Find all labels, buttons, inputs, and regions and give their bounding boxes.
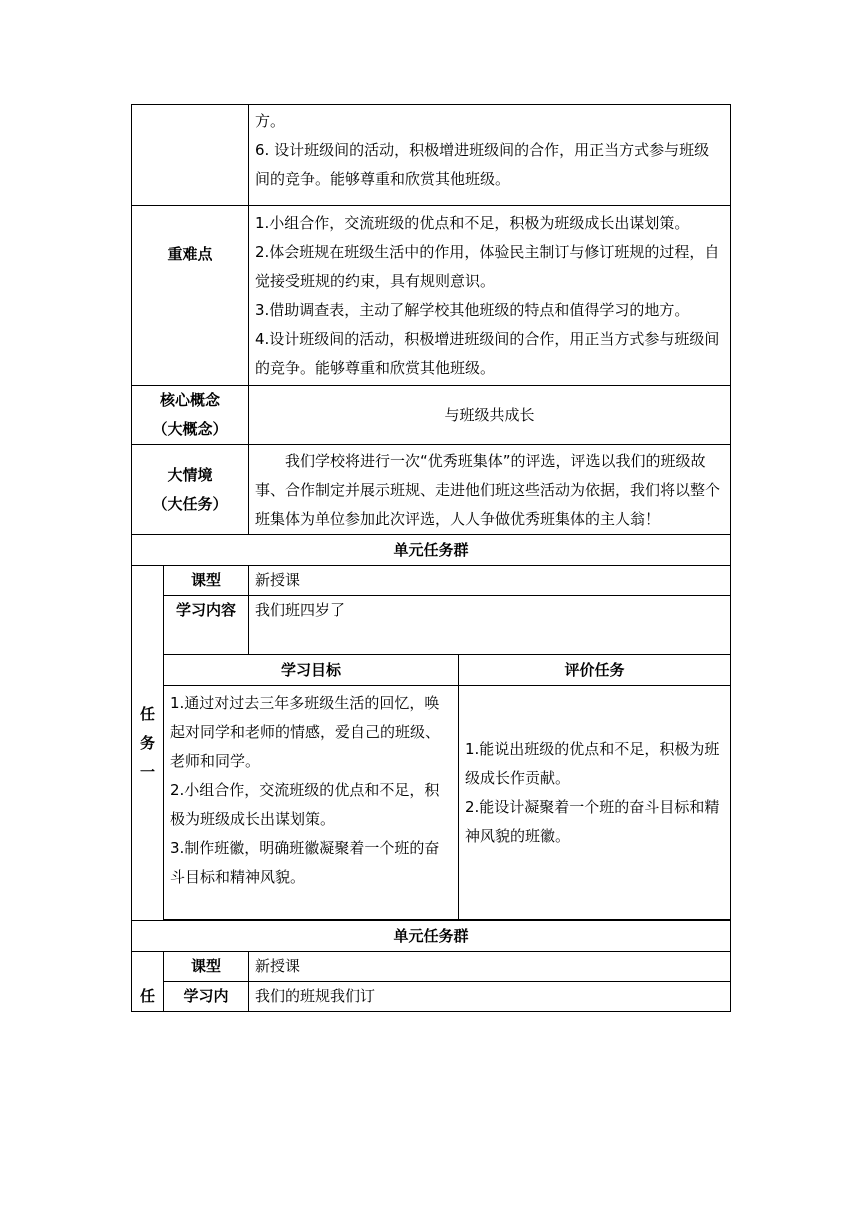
core-concept-value: 与班级共成长	[249, 386, 731, 445]
goals-eval-header-row	[132, 655, 731, 686]
task-group-title: 单元任务群	[132, 921, 731, 952]
lesson-type-row	[132, 566, 731, 596]
situation-row	[132, 445, 731, 535]
difficulty-item: 3.借助调查表，主动了解学校其他班级的特点和值得学习的地方。	[255, 301, 690, 319]
situation-label: 大情境 （大任务）	[132, 445, 249, 535]
unit-plan-table	[131, 104, 731, 1012]
difficulties-cell	[249, 206, 731, 386]
goals-continuation-row	[132, 105, 731, 206]
content-row	[132, 982, 731, 1012]
task-group-title: 单元任务群	[132, 535, 731, 566]
content-label: 学习内	[164, 982, 249, 1012]
lesson-type-label: 课型	[164, 952, 249, 982]
goals-cell	[164, 686, 459, 920]
difficulties-label: 重难点	[132, 206, 249, 386]
goals-continuation-cell	[249, 105, 731, 206]
eval-header: 评价任务	[459, 655, 731, 686]
task-group-header-row	[132, 921, 731, 952]
task-label-cell: 任	[132, 952, 164, 1012]
content-row	[132, 596, 731, 655]
document-page	[131, 104, 730, 1012]
eval-item: 2.能设计凝聚着一个班的奋斗目标和精神风貌的班徽。	[465, 797, 720, 845]
eval-cell	[459, 686, 731, 920]
difficulties-row	[132, 206, 731, 386]
eval-item: 1.能说出班级的优点和不足，积极为班级成长作贡献。	[465, 739, 720, 787]
goal-item: 2.小组合作，交流班级的优点和不足，积极为班级成长出谋划策。	[170, 781, 440, 828]
lesson-type-label: 课型	[164, 566, 249, 596]
difficulty-item: 2.体会班规在班级生活中的作用，体验民主制订与修订班规的过程，自觉接受班规的约束，具有规则意识。	[255, 243, 720, 290]
goals-eval-row	[132, 686, 731, 920]
difficulty-item: 1.小组合作，交流班级的优点和不足，积极为班级成长出谋划策。	[255, 214, 690, 232]
content-value: 我们班四岁了	[249, 596, 731, 655]
lesson-type-row	[132, 952, 731, 982]
empty-label-cell	[132, 105, 249, 206]
lesson-type-value: 新授课	[249, 952, 731, 982]
task-label-cell: 任务一	[132, 566, 164, 921]
goal-item: 3.制作班徽，明确班徽凝聚着一个班的奋斗目标和精神风貌。	[170, 839, 440, 886]
content-value: 我们的班规我们订	[249, 982, 731, 1012]
continuation-line: 方。	[255, 112, 286, 130]
lesson-type-value: 新授课	[249, 566, 731, 596]
core-concept-label: 核心概念 （大概念）	[132, 386, 249, 445]
task-group-header-row	[132, 535, 731, 566]
goal-item: 1.通过对过去三年多班级生活的回忆，唤起对同学和老师的情感，爱自己的班级、老师和同学。	[170, 694, 441, 770]
situation-text: 我们学校将进行一次“优秀班集体”的评选，评选以我们的班级故事、合作制定并展示班规、走进他们班这些活动为依据，我们将以整个班集体为单位参加此次评选，人人争做优秀班集体的主人翁！	[255, 452, 721, 528]
continuation-line: 6. 设计班级间的活动，积极增进班级间的合作，用正当方式参与班级间的竞争。能够尊重和欣赏其他班级。	[255, 141, 710, 188]
core-concept-row	[132, 386, 731, 445]
difficulty-item: 4.设计班级间的活动，积极增进班级间的合作，用正当方式参与班级间的竞争。能够尊重和欣赏其他班级。	[255, 330, 720, 377]
content-label: 学习内容	[164, 596, 249, 655]
goals-header: 学习目标	[164, 655, 459, 686]
situation-cell	[249, 445, 731, 535]
